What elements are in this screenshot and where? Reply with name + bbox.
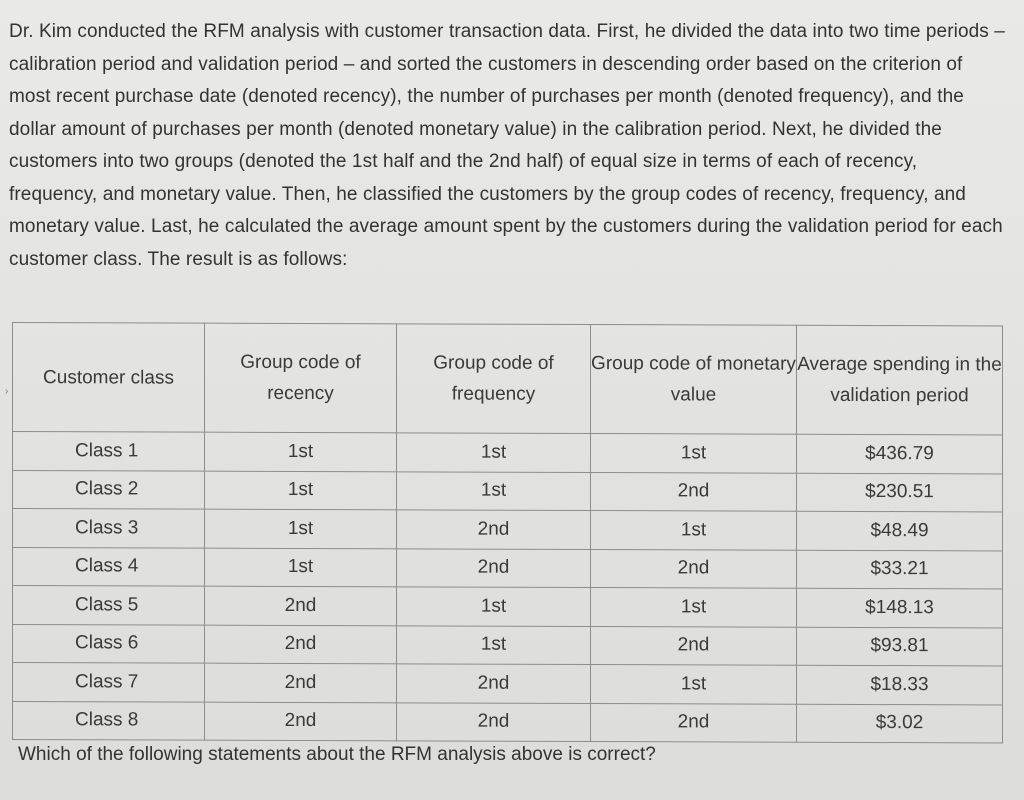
header-customer-class: Customer class xyxy=(13,323,205,433)
cell-class: Class 1 xyxy=(13,432,205,471)
header-monetary-value: Group code of monetary value xyxy=(591,325,797,435)
header-frequency: Group code of frequency xyxy=(397,324,591,434)
cell-recency: 2nd xyxy=(205,586,397,625)
table-row xyxy=(13,547,1003,589)
cell-recency: 1st xyxy=(205,432,397,471)
table-row xyxy=(13,470,1003,512)
cell-spending: $48.49 xyxy=(797,511,1003,550)
cell-recency: 1st xyxy=(205,471,397,510)
rfm-results-table xyxy=(12,322,1003,743)
cell-monetary: 2nd xyxy=(591,703,797,742)
cell-monetary: 1st xyxy=(591,511,797,550)
cell-class: Class 6 xyxy=(13,624,205,663)
table-row xyxy=(13,701,1003,743)
cell-recency: 1st xyxy=(205,548,397,587)
table-row xyxy=(13,624,1003,666)
cell-frequency: 1st xyxy=(397,471,591,510)
cell-frequency: 2nd xyxy=(397,548,591,587)
cell-class: Class 4 xyxy=(13,547,205,586)
cell-frequency: 1st xyxy=(397,587,591,626)
cell-spending: $3.02 xyxy=(797,704,1003,743)
cell-class: Class 8 xyxy=(13,701,205,740)
cell-class: Class 5 xyxy=(13,586,205,625)
cell-class: Class 3 xyxy=(13,509,205,548)
cell-frequency: 2nd xyxy=(397,664,591,703)
cell-monetary: 1st xyxy=(591,665,797,704)
cell-frequency: 2nd xyxy=(397,702,591,741)
cell-class: Class 7 xyxy=(13,663,205,702)
cell-frequency: 1st xyxy=(397,433,591,472)
margin-mark: › xyxy=(5,386,9,397)
cell-recency: 1st xyxy=(205,509,397,548)
intro-paragraph: Dr. Kim conducted the RFM analysis with customer transaction data. First, he divided the data into two time periods – calibration period and validation period – and sorted the customers in descending order based on the criterion of most recent purchase date (denoted recency), the number of purchases per month (denoted frequency), and the dollar amount of purchases per month (denoted monetary value) in the calibration period. Next, he divided the customers into two groups (denoted the 1st half and the 2nd half) of equal size in terms of each of recency, frequency, and monetary value. Then, he classified the customers by the group codes of recency, frequency, and monetary value. Last, he calculated the average amount spent by the customers during the validation period for each customer class. The result is as follows: xyxy=(9,21,1005,270)
cell-monetary: 2nd xyxy=(591,549,797,588)
rfm-table-container xyxy=(12,322,1002,745)
cell-spending: $436.79 xyxy=(797,434,1003,473)
table-row xyxy=(13,509,1003,551)
cell-frequency: 1st xyxy=(397,625,591,664)
header-average-spending: Average spending in the validation period xyxy=(797,325,1003,435)
cell-recency: 2nd xyxy=(205,702,397,741)
cell-monetary: 1st xyxy=(591,434,797,473)
question-text: Which of the following statements about the RFM analysis above is correct? xyxy=(18,744,656,765)
cell-monetary: 1st xyxy=(591,588,797,627)
cell-spending: $18.33 xyxy=(797,665,1003,704)
cell-class: Class 2 xyxy=(13,470,205,509)
cell-recency: 2nd xyxy=(205,663,397,702)
table-row xyxy=(13,432,1003,474)
cell-spending: $33.21 xyxy=(797,550,1003,589)
cell-recency: 2nd xyxy=(205,625,397,664)
cell-monetary: 2nd xyxy=(591,626,797,665)
cell-spending: $93.81 xyxy=(797,627,1003,666)
table-row xyxy=(13,586,1003,628)
cell-spending: $148.13 xyxy=(797,588,1003,627)
table-row xyxy=(13,663,1003,705)
table-header-row xyxy=(13,323,1003,435)
cell-spending: $230.51 xyxy=(797,473,1003,512)
cell-monetary: 2nd xyxy=(591,472,797,511)
header-recency: Group code of recency xyxy=(205,323,397,433)
cell-frequency: 2nd xyxy=(397,510,591,549)
